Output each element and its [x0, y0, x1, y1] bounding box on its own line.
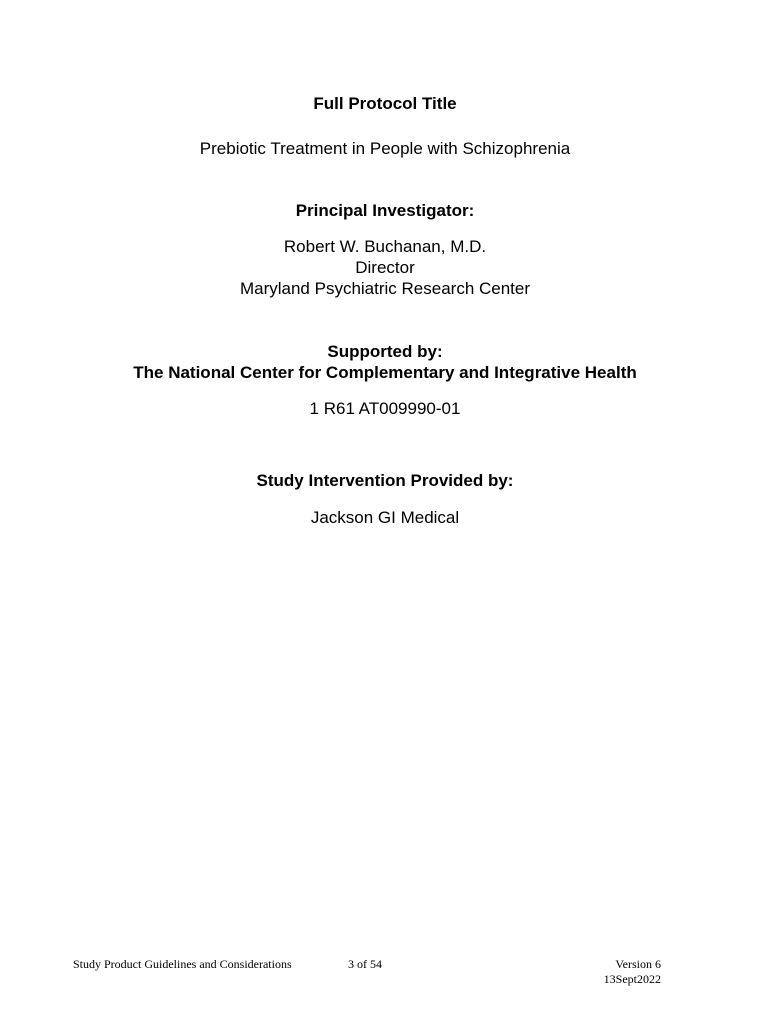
intervention-heading: Study Intervention Provided by:: [256, 471, 514, 490]
intervention-provider: Jackson GI Medical: [310, 508, 460, 527]
protocol-title: Prebiotic Treatment in People with Schizophrenia: [199, 139, 571, 158]
footer-page-number: 3 of 54: [348, 957, 382, 971]
grant-number: 1 R61 AT009990-01: [309, 399, 461, 418]
footer-document-name: Study Product Guidelines and Considerations: [73, 957, 292, 971]
footer-date: 13Sept2022: [603, 972, 661, 986]
title-heading: Full Protocol Title: [313, 94, 457, 113]
pi-heading: Principal Investigator:: [295, 201, 475, 220]
footer-version-block: [604, 957, 661, 987]
pi-name: Robert W. Buchanan, M.D.: [283, 237, 487, 256]
support-heading: Supported by:: [327, 342, 443, 361]
footer-version: Version 6: [615, 957, 661, 971]
support-organization: The National Center for Complementary and Integrative Health: [133, 363, 637, 382]
pi-institution: Maryland Psychiatric Research Center: [239, 279, 531, 298]
pi-role: Director: [355, 258, 415, 277]
